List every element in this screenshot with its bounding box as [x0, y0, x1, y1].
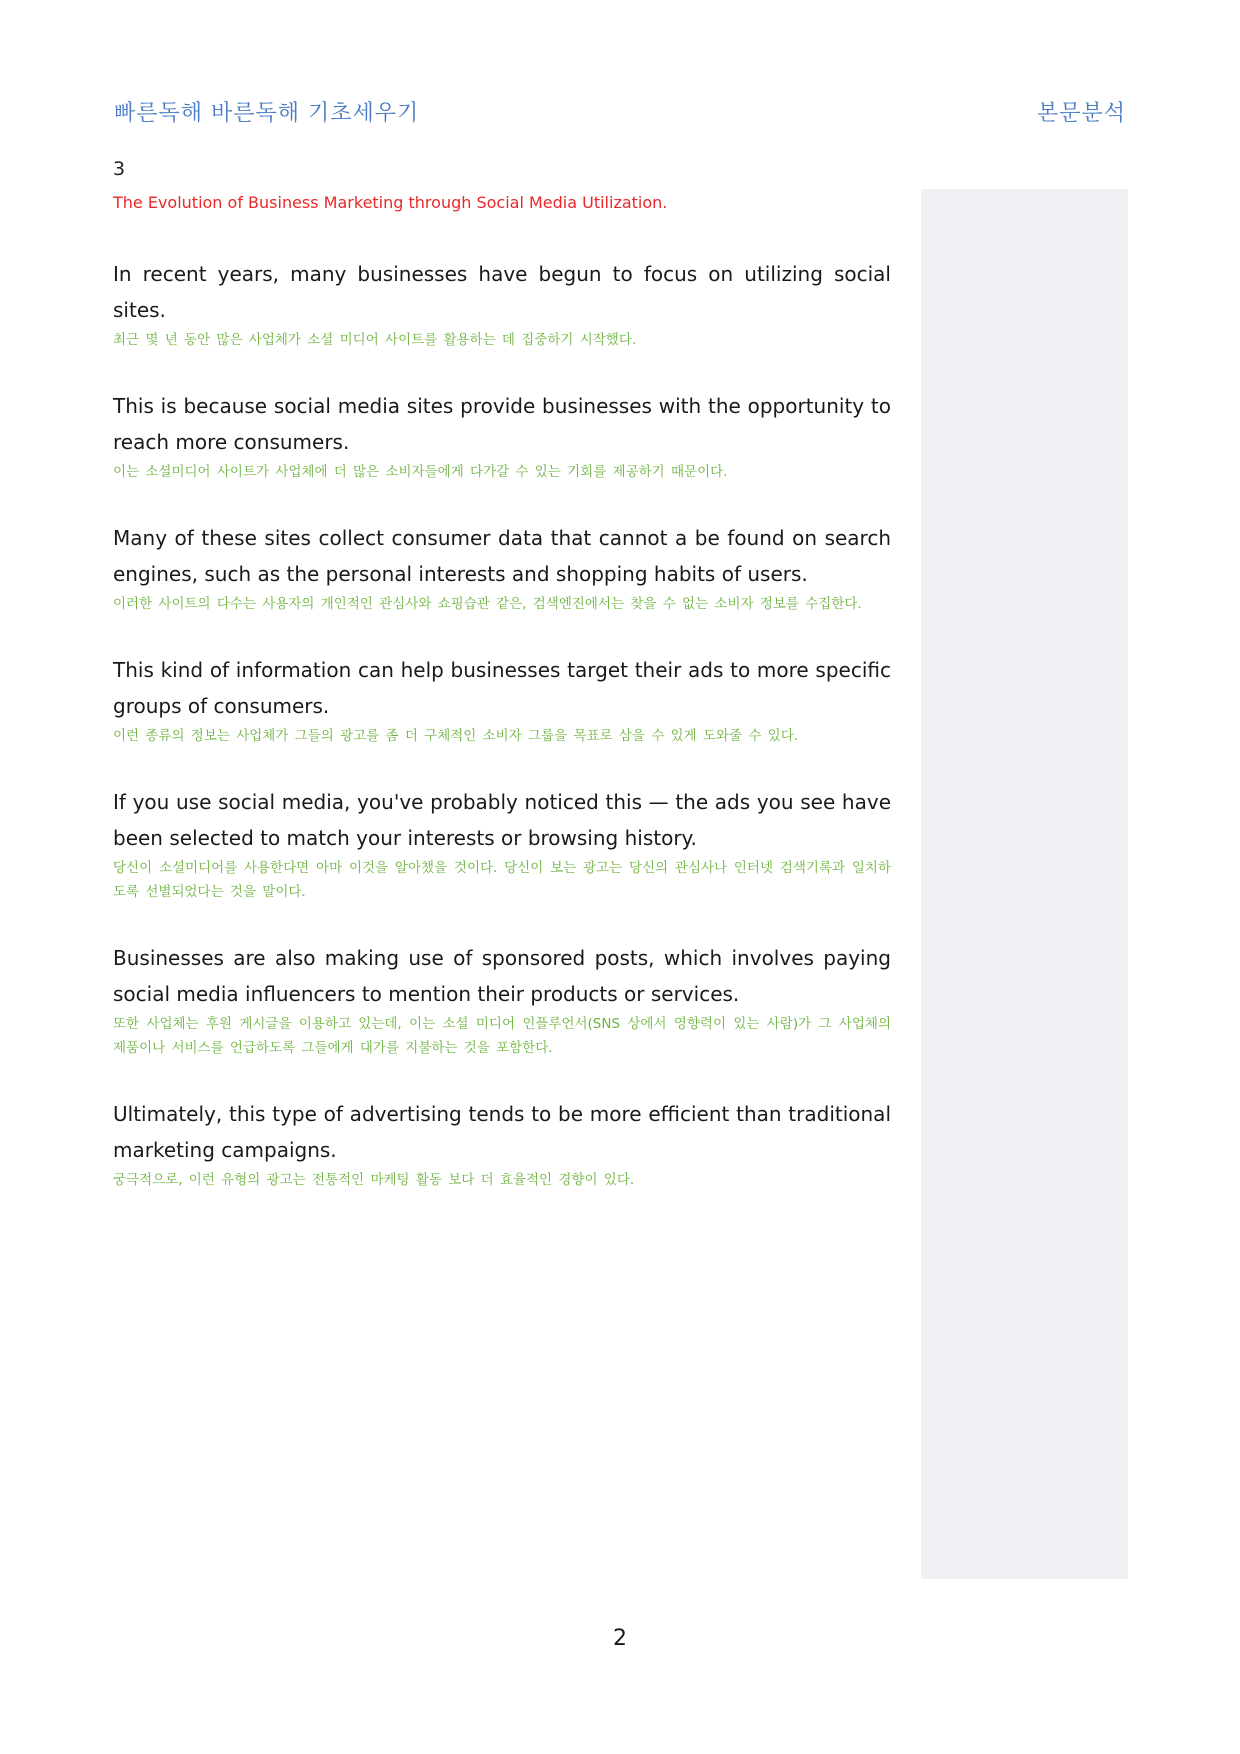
section-title: The Evolution of Business Marketing through Social Media Utilization. — [113, 193, 668, 212]
english-sentence: This is because social media sites provide businesses with the opportunity to reach more consumers. — [113, 394, 891, 454]
korean-translation: 또한 사업체는 후원 게시글을 이용하고 있는데, 이는 소셜 미디어 인플루언서(SNS 상에서 영향력이 있는 사람)가 그 사업체의 제품이나 서비스를 언급하도록 그들에게 대가를 지불하는 것을 포함한다. — [113, 1016, 891, 1056]
korean-translation: 이런 종류의 정보는 사업체가 그들의 광고를 좀 더 구체적인 소비자 그룹을 목표로 삼을 수 있게 도와줄 수 있다. — [113, 728, 799, 744]
english-sentence: Many of these sites collect consumer data that cannot a be found on search engines, such as the personal interests and shopping habits of users. — [113, 526, 891, 586]
korean-translation: 최근 몇 년 동안 많은 사업체가 소셜 미디어 사이트를 활용하는 데 집중하기 시작했다. — [113, 332, 637, 348]
english-sentence: Ultimately, this type of advertising tends to be more efficient than traditional marketing campaigns. — [113, 1102, 891, 1162]
notes-sidebar — [921, 189, 1128, 1579]
english-sentence: If you use social media, you've probably noticed this — the ads you see have been selected to match your interests or browsing history. — [113, 790, 891, 850]
paragraph-3 — [113, 520, 891, 616]
paragraph-6 — [113, 940, 891, 1060]
paragraph-7 — [113, 1096, 891, 1192]
korean-translation: 당신이 소셜미디어를 사용한다면 아마 이것을 알아챘을 것이다. 당신이 보는 광고는 당신의 관심사나 인터넷 검색기록과 일치하도록 선별되었다는 것을 말이다. — [113, 860, 891, 900]
english-sentence: In recent years, many businesses have begun to focus on utilizing social sites. — [113, 262, 891, 322]
header-book-title: 빠른독해 바른독해 기초세우기 — [114, 101, 420, 126]
main-content — [113, 156, 891, 1192]
korean-translation: 이는 소셜미디어 사이트가 사업체에 더 많은 소비자들에게 다가갈 수 있는 기회를 제공하기 때문이다. — [113, 464, 728, 480]
paragraph-4 — [113, 652, 891, 748]
korean-translation: 궁극적으로, 이런 유형의 광고는 전통적인 마케팅 활동 보다 더 효율적인 경향이 있다. — [113, 1172, 635, 1188]
header-section-label: 본문분석 — [1036, 101, 1126, 126]
korean-translation: 이러한 사이트의 다수는 사용자의 개인적인 관심사와 쇼핑습관 같은, 검색엔진에서는 찾을 수 없는 소비자 정보를 수집한다. — [113, 596, 862, 612]
english-sentence: This kind of information can help businesses target their ads to more specific groups of consumers. — [113, 658, 891, 718]
section-number: 3 — [113, 158, 126, 180]
page-number: 2 — [613, 1626, 627, 1651]
paragraph-1 — [113, 256, 891, 352]
paragraph-5 — [113, 784, 891, 904]
paragraph-2 — [113, 388, 891, 484]
english-sentence: Businesses are also making use of sponsored posts, which involves paying social media influencers to mention their products or services. — [113, 946, 891, 1006]
